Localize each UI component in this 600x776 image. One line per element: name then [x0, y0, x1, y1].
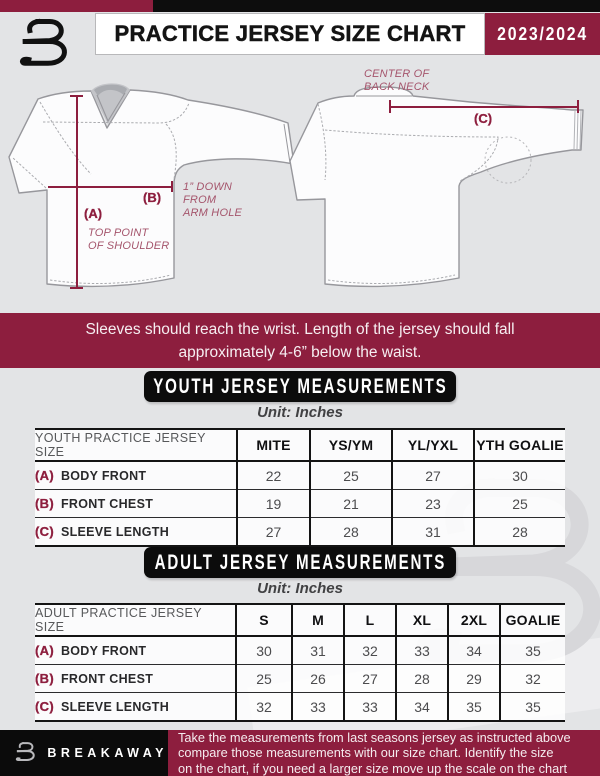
table-row: (C) SLEEVE LENGTH 32 33 33 34 35 35: [35, 693, 565, 722]
table-row: (B) FRONT CHEST 19 21 23 25: [35, 490, 565, 518]
youth-unit-label: Unit: Inches: [257, 404, 343, 421]
table-row: (C) SLEEVE LENGTH 27 28 31 28: [35, 518, 565, 547]
page-title-box: [95, 13, 485, 55]
adult-col-l: L: [344, 604, 396, 636]
footer-logo-icon: [15, 738, 38, 768]
footer-instructions-line2: compare those measurements with our size chart. Identify the size: [178, 745, 554, 761]
youth-header-row: [35, 429, 565, 461]
adult-col-xl: XL: [396, 604, 448, 636]
youth-col-ysym: YS/YM: [310, 429, 392, 461]
top-strip-black: [153, 0, 600, 12]
table-row: (A) BODY FRONT 30 31 32 33 34 35: [35, 636, 565, 665]
measure-line-b: [48, 186, 173, 188]
footer-instructions-line1: Take the measurements from last seasons jersey as instructed above: [178, 730, 571, 746]
adult-size-table: [35, 603, 565, 722]
note-back-neck: CENTER OF BACK NECK: [364, 68, 430, 93]
page-title: PRACTICE JERSEY SIZE CHART: [114, 21, 466, 46]
fit-notice-line1: Sleeves should reach the wrist. Length of the jersey should fall: [85, 320, 515, 338]
label-b: (B): [143, 190, 162, 205]
measure-line-a: [76, 96, 78, 288]
fit-notice-line2: approximately 4-6” below the waist.: [178, 343, 422, 361]
adult-unit-label: Unit: Inches: [257, 580, 343, 597]
season-badge: [485, 13, 600, 55]
measure-line-b-tick: [171, 181, 173, 192]
youth-corner-header: YOUTH PRACTICE JERSEY SIZE: [35, 429, 237, 461]
footer-brand-panel: [0, 730, 168, 776]
youth-col-ylyxl: YL/YXL: [392, 429, 474, 461]
measure-line-a-top-tick: [70, 95, 83, 97]
top-strip-maroon: [0, 0, 153, 12]
youth-size-table: [35, 428, 565, 547]
measure-line-c: [390, 106, 579, 108]
adult-header-row: [35, 604, 565, 636]
note-b: 1” DOWN FROM ARM HOLE: [183, 181, 243, 219]
note-a: TOP POINT OF SHOULDER: [88, 227, 170, 252]
footer-instructions-panel: [168, 730, 600, 776]
season-label: 2023/2024: [497, 23, 588, 44]
adult-col-m: M: [292, 604, 344, 636]
adult-col-2xl: 2XL: [448, 604, 500, 636]
brand-name: BREAKAWAY: [47, 746, 168, 760]
table-row: (B) FRONT CHEST 25 26 27 28 29 32: [35, 665, 565, 693]
fit-notice-banner: [0, 313, 600, 368]
footer-instructions-line3: on the chart, if you need a larger size move up the scale on the chart: [178, 760, 568, 776]
measure-line-c-right-tick: [577, 100, 579, 113]
measure-line-a-bottom-tick: [70, 287, 83, 289]
adult-section-banner: ADULT JERSEY MEASUREMENTS: [144, 547, 456, 578]
adult-col-goalie: GOALIE: [500, 604, 565, 636]
label-a: (A): [84, 206, 103, 221]
youth-col-goalie: YTH GOALIE: [474, 429, 565, 461]
label-c: (C): [474, 111, 493, 126]
measure-line-c-left-tick: [389, 100, 391, 113]
adult-col-s: S: [236, 604, 292, 636]
youth-col-mite: MITE: [237, 429, 310, 461]
table-row: (A) BODY FRONT 22 25 27 30: [35, 461, 565, 490]
youth-section-banner: YOUTH JERSEY MEASUREMENTS: [144, 371, 456, 402]
adult-corner-header: ADULT PRACTICE JERSEY SIZE: [35, 604, 236, 636]
